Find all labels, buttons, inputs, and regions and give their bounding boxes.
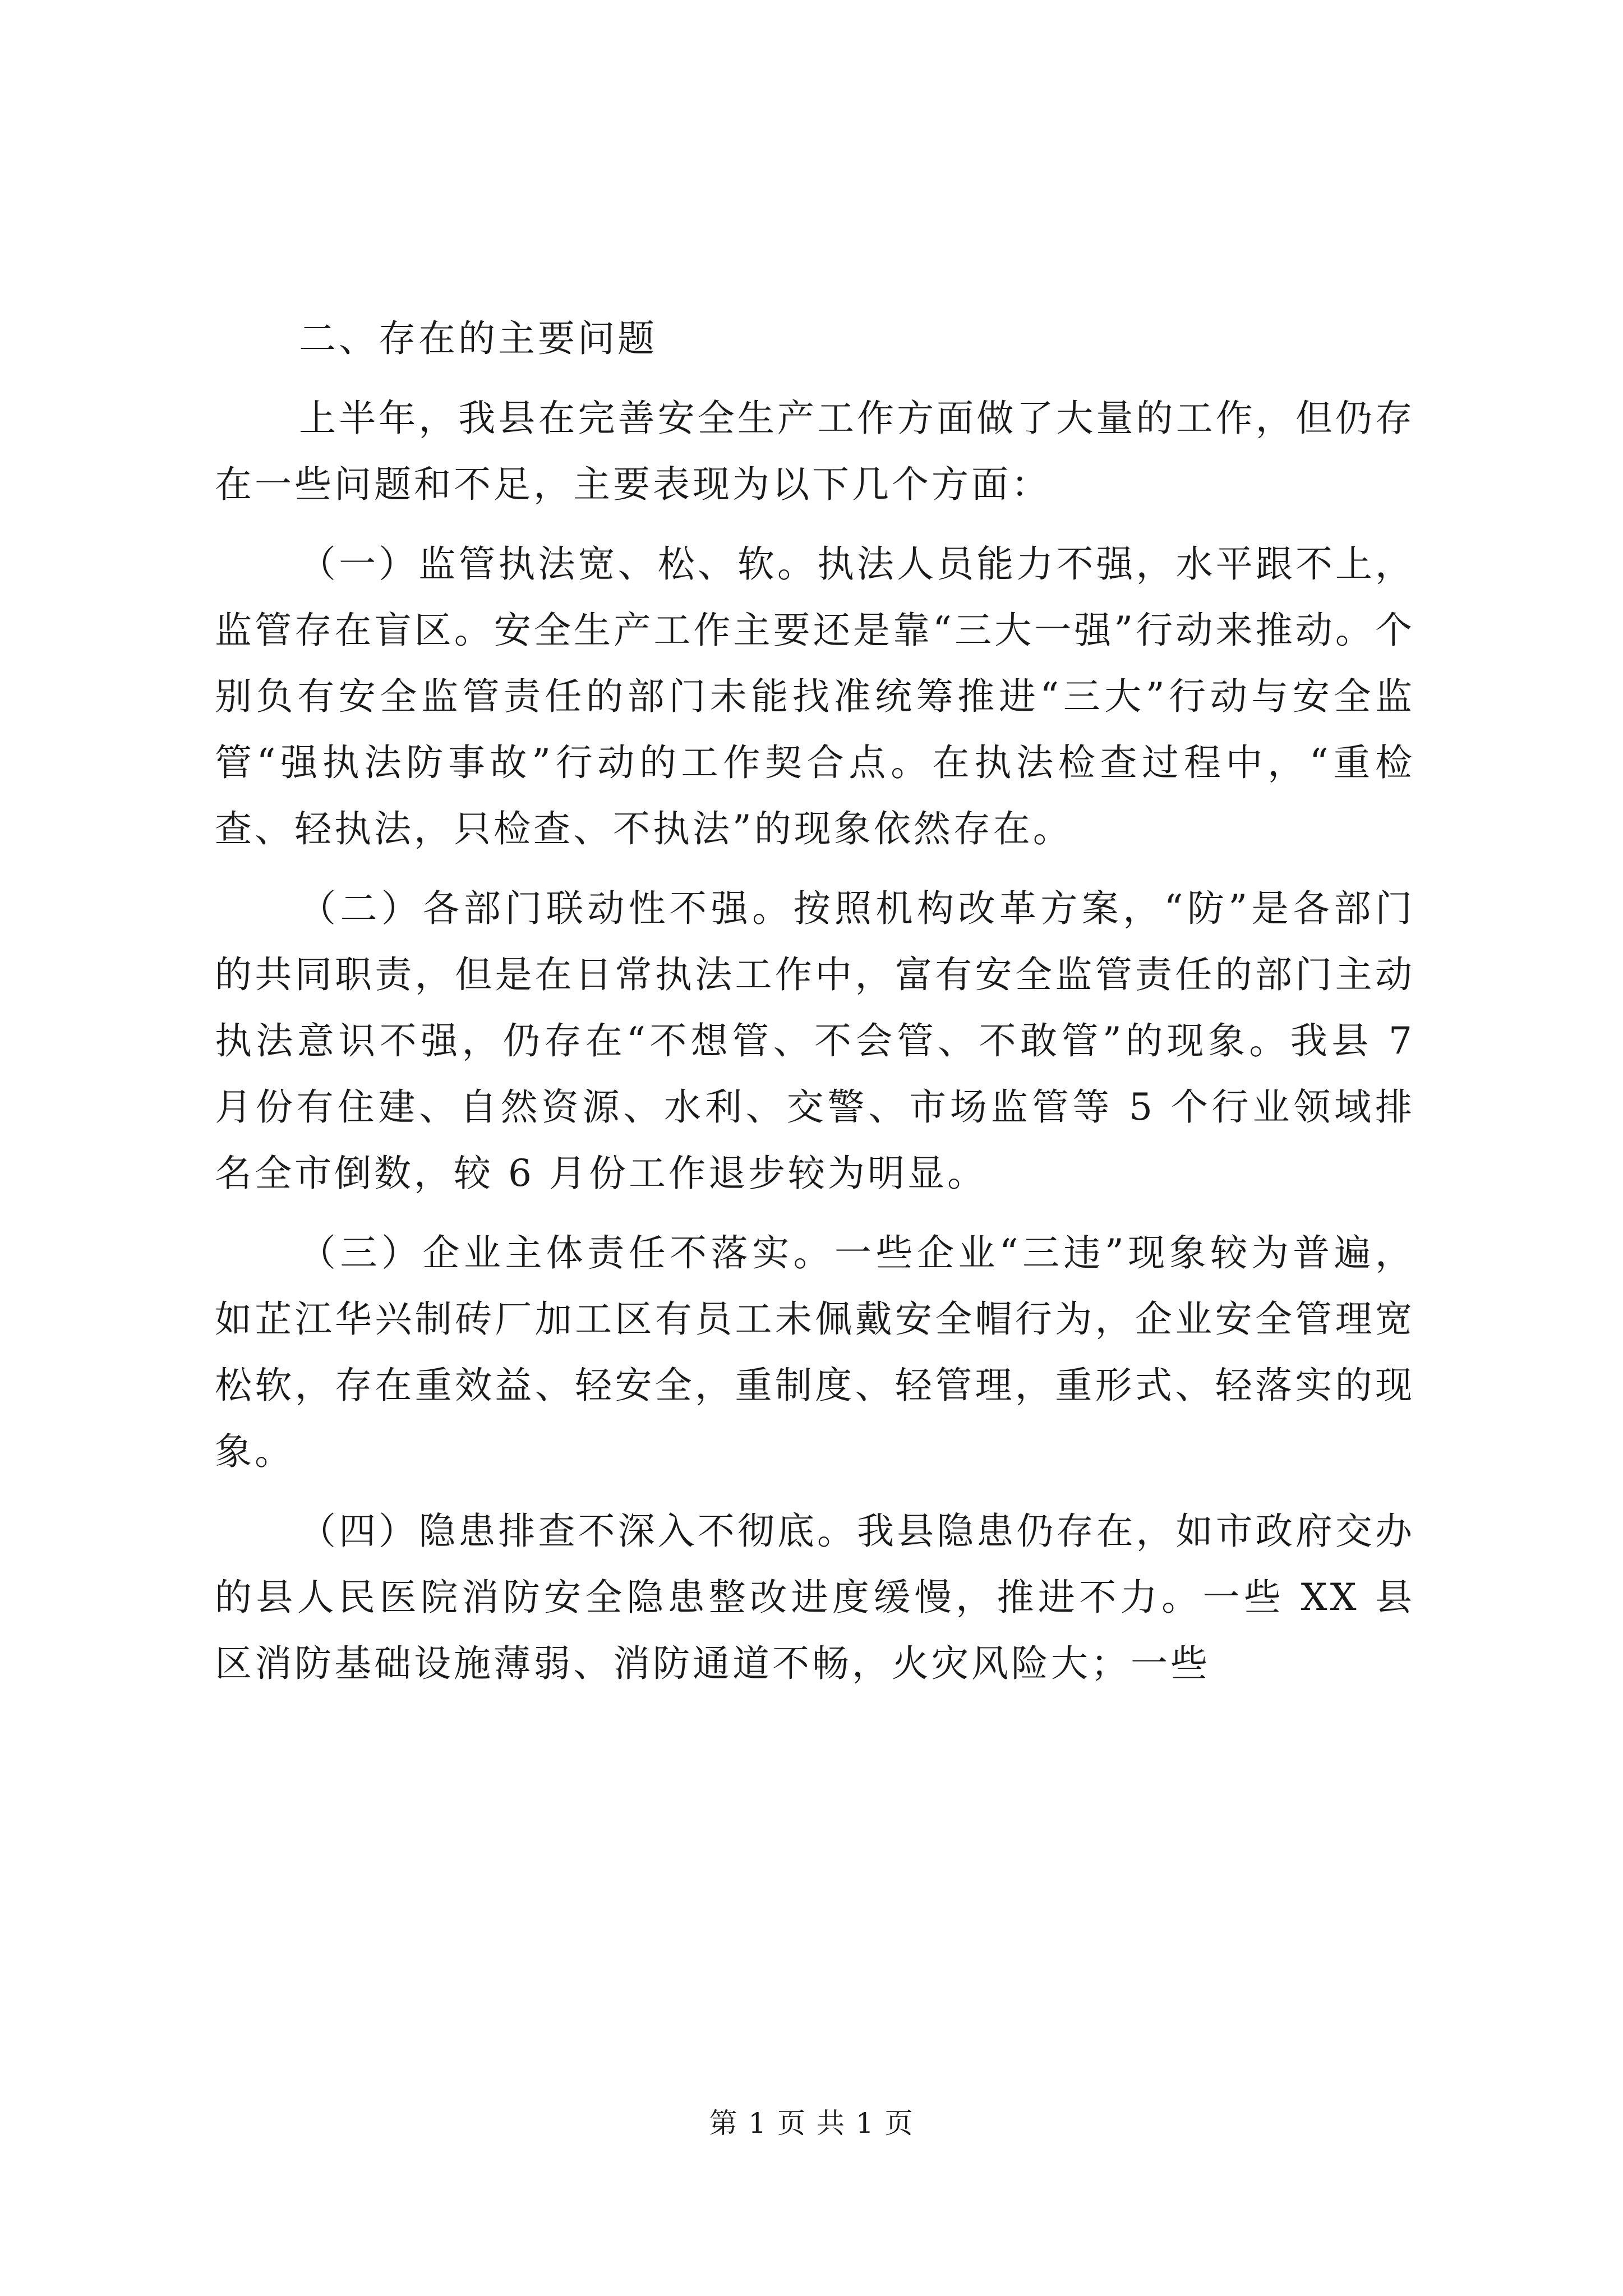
page-footer: 第 1 页 共 1 页 (709, 2107, 914, 2139)
paragraph-intro: 上半年，我县在完善安全生产工作方面做了大量的工作，但仍存在一些问题和不足，主要表现为以下几个方面： (215, 397, 1415, 506)
paragraph-item-1: （一）监管执法宽、松、软。执法人员能力不强，水平跟不上，监管存在盲区。安全生产工作主要还是靠“三大一强”行动来推动。个别负有安全监管责任的部门未能找准统筹推进“三大”行动与安全监管“强执法防事故”行动的工作契合点。在执法检查过程中，“重检查、轻执法，只检查、不执法”的现象依然存在。 (215, 542, 1415, 850)
paragraph-item-4: （四）隐患排查不深入不彻底。我县隐患仍存在，如市政府交办的县人民医院消防安全隐患整改进度缓慢，推进不力。一些 XX 县区消防基础设施薄弱、消防通道不畅，火灾风险大；一些 (215, 1510, 1415, 1685)
section-heading: 二、存在的主要问题 (299, 317, 657, 360)
paragraph-item-3: （三）企业主体责任不落实。一些企业“三违”现象较为普遍，如芷江华兴制砖厂加工区有员工未佩戴安全帽行为，企业安全管理宽松软，存在重效益、轻安全，重制度、轻管理，重形式、轻落实的现象。 (215, 1231, 1415, 1473)
document-body (215, 306, 1415, 1697)
paragraph-item-2: （二）各部门联动性不强。按照机构改革方案，“防”是各部门的共同职责，但是在日常执法工作中，富有安全监管责任的部门主动执法意识不强，仍存在“不想管、不会管、不敢管”的现象。我县 7 月份有住建、自然资源、水利、交警、市场监管等 5 个行业领域排名全市倒数，较 6 月份工作退步较为明显。 (215, 887, 1415, 1195)
